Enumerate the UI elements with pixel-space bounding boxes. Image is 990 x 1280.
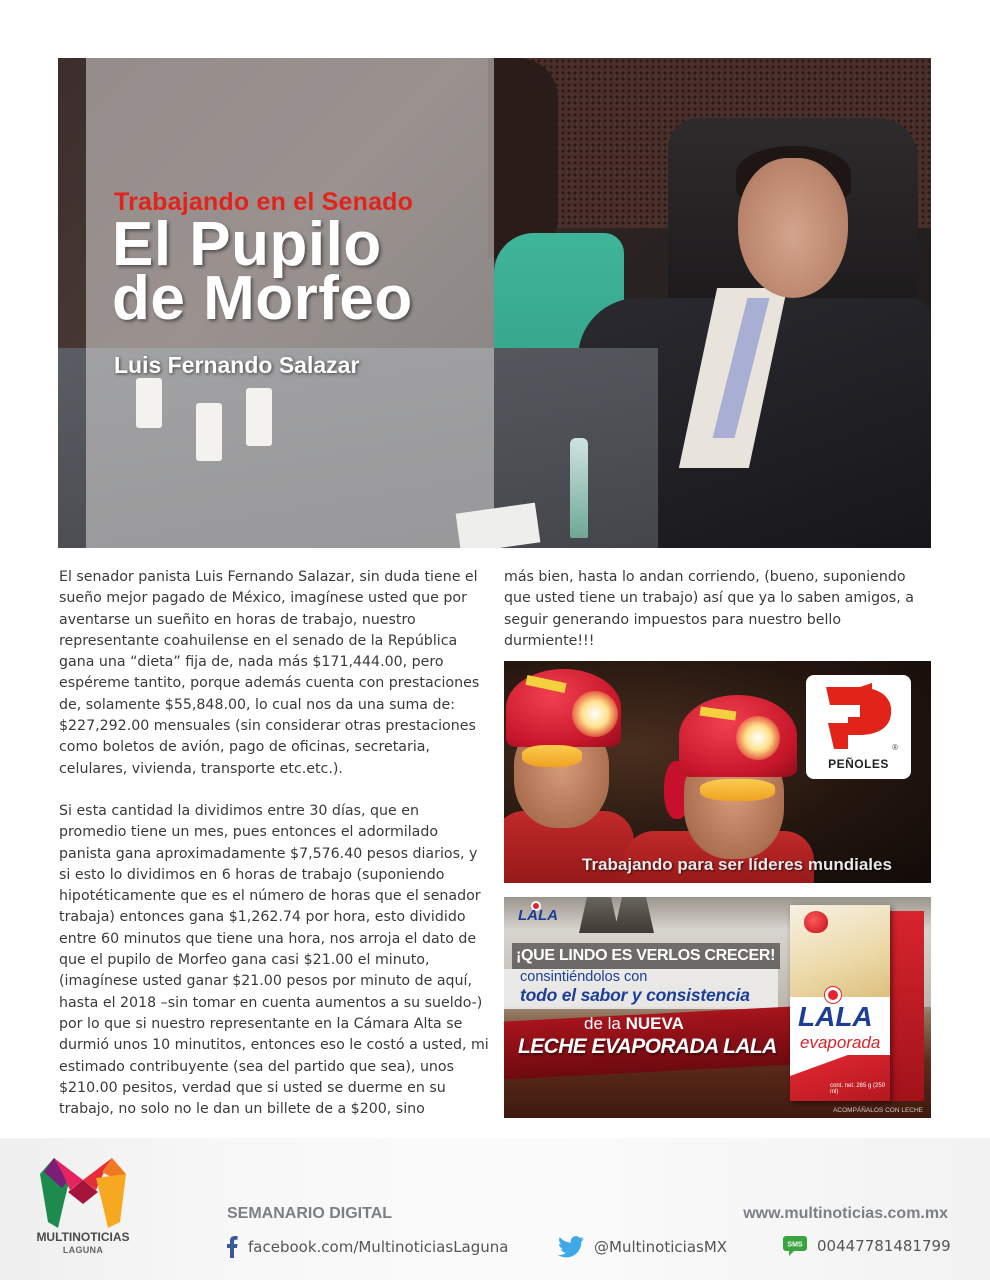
lala-box-bottom — [790, 1055, 890, 1101]
penoles-ad[interactable] — [504, 661, 931, 883]
hero-water-bottle — [570, 438, 588, 538]
footer — [0, 1138, 990, 1280]
article-column-right — [504, 567, 934, 652]
sms-contact[interactable] — [783, 1236, 951, 1256]
article-title-line-2: de Morfeo — [112, 264, 413, 333]
hero-cup — [136, 378, 162, 428]
sms-number: 00447781481799 — [817, 1237, 951, 1255]
svg-text:SMS: SMS — [787, 1241, 803, 1249]
article-column-left — [59, 567, 489, 1120]
twitter-handle: @MultinoticiasMX — [594, 1238, 728, 1256]
sms-icon — [783, 1236, 807, 1256]
lala-subheadline-2: todo el sabor y consistencia — [520, 985, 750, 1005]
helmet-lamp-icon — [572, 691, 618, 737]
miner-goggles — [700, 779, 775, 801]
website-link[interactable]: www.multinoticias.com.mx — [743, 1205, 948, 1222]
article-byline: Luis Fernando Salazar — [114, 352, 360, 378]
penoles-tagline: Trabajando para ser líderes mundiales — [582, 855, 892, 874]
lala-subheadline-1: consintiéndolos con — [520, 969, 648, 985]
facebook-link[interactable] — [226, 1236, 508, 1258]
hero-cup — [196, 403, 222, 461]
strawberry-icon — [804, 911, 828, 933]
semanario-label: SEMANARIO DIGITAL — [227, 1205, 393, 1222]
lala-fine-print: ACOMPÁÑALOS CON LECHE — [833, 1107, 923, 1114]
lala-product-name: evaporada — [800, 1033, 881, 1052]
lala-ad[interactable] — [504, 897, 931, 1118]
miner-goggles — [522, 745, 582, 767]
lala-ribbon-bold: NUEVA — [625, 1014, 684, 1033]
lala-ribbon-line-2: LECHE EVAPORADA LALA — [518, 1035, 777, 1058]
article-title-line-1: El Pupilo — [112, 210, 382, 279]
pendant-lamp — [614, 897, 654, 933]
article-title — [112, 210, 413, 333]
article-paragraph: Si esta cantidad la dividimos entre 30 días, que en promedio tiene un mes, pues entonces el adormilado panista gana aproximadamente $7,576.40 pesos diarios, y si esto lo dividimos en 6 horas de trabajo (suponiendo hipotéticamente que es el número de horas que el senador trabaja) entonces gana $1,262.74 por hora, esto dividido entre 60 minutos que tiene una hora, nos arroja el dato de que el pupilo de Morfeo gana casi $21.00 el minuto, (imagínese usted ganar $21.00 pesos por minuto de aquí, hasta el 2018 –sin tomar en cuenta aumentos a su sueldo-) por lo que si nuestro representante en la Cámara Alta se durmió unos 10 minutitos, entonces eso le costó a usted, mi estimado contribuyente (sea del partido que sea), unos $210.00 pesitos, verdad que si usted se duerme en su trabajo, no solo no le dan un billete de a $200, sino — [59, 802, 489, 1118]
multinoticias-logo-name: MULTINOTICIAS — [36, 1230, 130, 1244]
hero-woman-hair — [488, 58, 558, 258]
lala-ribbon-line-1 — [584, 1014, 684, 1034]
facebook-icon — [226, 1236, 238, 1258]
lala-box-side — [890, 911, 924, 1101]
multinoticias-logo-sub: LAGUNA — [62, 1245, 104, 1255]
twitter-icon — [558, 1236, 584, 1258]
facebook-handle: facebook.com/MultinoticiasLaguna — [248, 1238, 509, 1256]
penoles-brand-name: PEÑOLES — [828, 757, 889, 771]
article-paragraph: El senador panista Luis Fernando Salazar, sin duda tiene el sueño mejor pagado de México, imagínese usted que por aventarse un sueñito en horas de trabajo, nuestro representante coahuilense en el senado de la República gana una “dieta” fija de, nada más $171,444.00, pero espéreme tantito, porque además cuenta con prestaciones de, solamente $55,848.00, lo cual nos da una suma de: $227,292.00 mensuales (sin considerar otras prestaciones como boletos de avión, pago de oficinas, secretaria, celulares, vivienda, transporte etc.etc.). — [59, 569, 480, 777]
lala-net-content: cont. net. 265 g (250 ml) — [830, 1083, 886, 1095]
hero-cup — [246, 388, 272, 446]
twitter-link[interactable] — [558, 1236, 727, 1258]
lala-product-box — [790, 905, 890, 1101]
penoles-p-icon — [820, 683, 896, 753]
pendant-lamp — [579, 897, 619, 933]
hero-photo — [58, 58, 931, 548]
hero-sleeping-face — [738, 158, 848, 298]
penoles-logo — [806, 675, 911, 779]
article-kicker: Trabajando en el Senado — [114, 188, 414, 216]
lala-ribbon-prefix: de la — [584, 1014, 621, 1033]
multinoticias-logo-icon — [40, 1158, 126, 1228]
lala-headline: ¡QUE LINDO ES VERLOS CRECER! — [512, 943, 780, 969]
lala-box-logo: LALA — [798, 1001, 873, 1032]
article-paragraph: más bien, hasta lo andan corriendo, (bueno, suponiendo que usted tiene un trabajo) así que ya lo saben amigos, a seguir generando impuestos para nuestro bello durmiente!!! — [504, 569, 914, 649]
registered-mark: ® — [892, 743, 898, 752]
lala-logo: LALA — [518, 907, 558, 924]
helmet-lamp-icon — [736, 716, 780, 760]
